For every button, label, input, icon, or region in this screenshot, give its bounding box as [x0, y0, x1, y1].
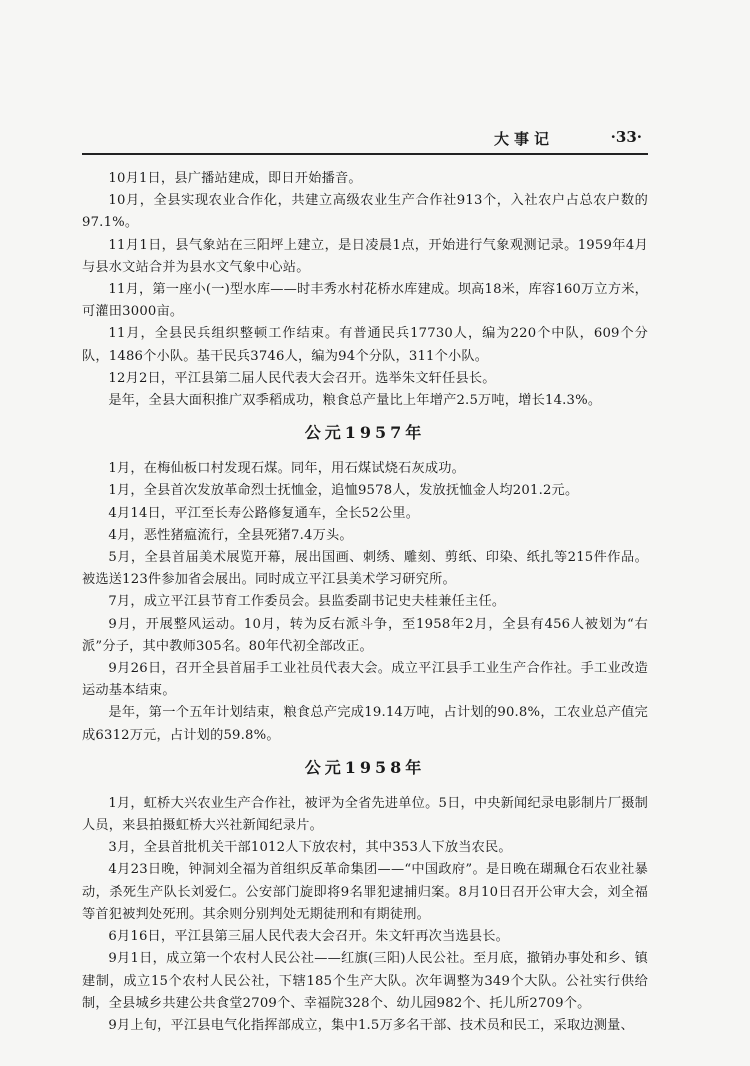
paragraph: 11月1日，县气象站在三阳坪上建立，是日凌晨1点，开始进行气象观测记录。1959年4月与县水文站合并为县水文气象中心站。: [82, 237, 648, 275]
paragraph: 11月，全县民兵组织整顿工作结束。有普通民兵17730人，编为220个中队，609个分队，1486个小队。基干民兵3746人，编为94个分队，311个小队。: [82, 326, 648, 364]
paragraph: 3月，全县首批机关干部1012人下放农村，其中353人下放当农民。: [108, 840, 512, 856]
section-heading-1957: 公元1957年: [304, 423, 426, 443]
paragraph: 12月2日，平江县第二届人民代表大会召开。选举朱文轩任县长。: [108, 370, 496, 386]
paragraph: 9月1日，成立第一个农村人民公社——红旗(三阳)人民公社。至月底，撤销办事处和乡、镇建制，成立15个农村人民公社，下辖185个生产大队。次年调整为349个大队。公社实行供给制，全县城乡共建公共食堂2709个、幸福院328个、幼儿园982个、托儿所2709个。: [82, 951, 648, 1011]
paragraph: 4月14日，平江至长寿公路修复通车，全长52公里。: [108, 505, 420, 521]
section-heading-1958: 公元1958年: [304, 757, 426, 777]
paragraph: 7月，成立平江县节育工作委员会。县监委副书记史夫桂兼任主任。: [108, 594, 506, 610]
paragraph: 4月23日晚，钟洞刘全福为首组织反革命集团——“中国政府”。是日晚在瑚珮仓石农业社暴动，杀死生产队长刘爱仁。公安部门旋即将9名罪犯逮捕归案。8月10日召开公审大会，刘全福等首犯被判处死刑。其余则分别判处无期徒刑和有期徒刑。: [82, 862, 648, 922]
page-number: ·33·: [610, 128, 642, 146]
paragraph: 是年，第一个五年计划结束，粮食总产完成19.14万吨，占计划的90.8%，工农业总产值完成6312万元，占计划的59.8%。: [82, 705, 648, 743]
paragraph: 11月，第一座小(一)型水库——时丰秀水村花桥水库建成。坝高18米，库容160万立方米，可灌田3000亩。: [82, 282, 648, 320]
paragraph: 1月，全县首次发放革命烈士抚恤金，追恤9578人，发放抚恤金人均201.2元。: [108, 483, 579, 499]
paragraph: 9月，开展整风运动。10月，转为反右派斗争，至1958年2月，全县有456人被划为“右派”分子，其中教师305名。80年代初全部改正。: [82, 616, 648, 654]
paragraph: 是年，全县大面积推广双季稻成功，粮食总产量比上年增产2.5万吨，增长14.3%。: [108, 393, 602, 409]
paragraph: 10月1日，县广播站建成，即日开始播音。: [108, 171, 362, 186]
paragraph: 1月，虹桥大兴农业生产合作社，被评为全省先进单位。5日，中央新闻纪录电影制片厂摄制人员，来县拍摄虹桥大兴社新闻纪录片。: [82, 795, 648, 834]
body-text: [82, 168, 648, 1037]
paragraph: 10月，全县实现农业合作化，共建立高级农业生产合作社913个，入社农户占总农户数的97.1%。: [82, 193, 648, 231]
paragraph: 5月，全县首届美术展览开幕，展出国画、刺绣、雕刻、剪纸、印染、纸扎等215件作品。被选送123件参加省会展出。同时成立平江县美术学习研究所。: [82, 550, 648, 588]
running-header: [82, 128, 642, 152]
header-title: 大事记: [493, 130, 554, 148]
paragraph: 9月上旬，平江县电气化指挥部成立，集中1.5万多名干部、技术员和民工，采取边测量、: [108, 1017, 634, 1033]
paragraph: 4月，恶性猪瘟流行，全县死猪7.4万头。: [108, 527, 353, 543]
paragraph: 9月26日，召开全县首届手工业社员代表大会。成立平江县手工业生产合作社。手工业改造运动基本结束。: [82, 661, 648, 699]
header-rule: [82, 153, 648, 155]
paragraph: 1月，在梅仙板口村发现石煤。同年，用石煤试烧石灰成功。: [108, 461, 466, 477]
paragraph: 6月16日，平江县第三届人民代表大会召开。朱文轩再次当选县长。: [108, 929, 510, 945]
